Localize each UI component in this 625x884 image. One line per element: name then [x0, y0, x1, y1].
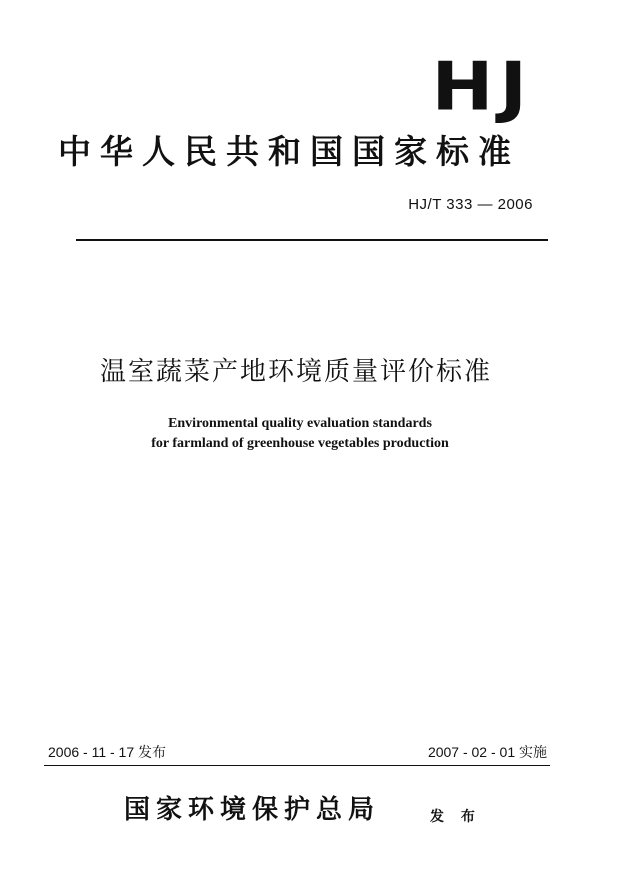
issue-date: 2006 - 11 - 17 发布	[48, 744, 167, 760]
implementation-date: 2007 - 02 - 01 实施	[427, 744, 547, 760]
standard-number: HJ/T 333 — 2006	[408, 196, 533, 213]
publish-label: 发 布	[430, 809, 481, 825]
hj-logo: HJ	[431, 48, 533, 126]
document-title-english-line1: Environmental quality evaluation standards	[168, 416, 432, 431]
document-title-chinese: 温室蔬菜产地环境质量评价标准	[100, 357, 493, 387]
footer-divider	[44, 765, 550, 766]
publisher-name: 国家环境保护总局	[124, 795, 381, 825]
document-title-english-line2: for farmland of greenhouse vegetables production	[151, 436, 449, 451]
header-divider	[76, 239, 548, 241]
national-standard-title: 中华人民共和国国家标准	[58, 132, 520, 171]
